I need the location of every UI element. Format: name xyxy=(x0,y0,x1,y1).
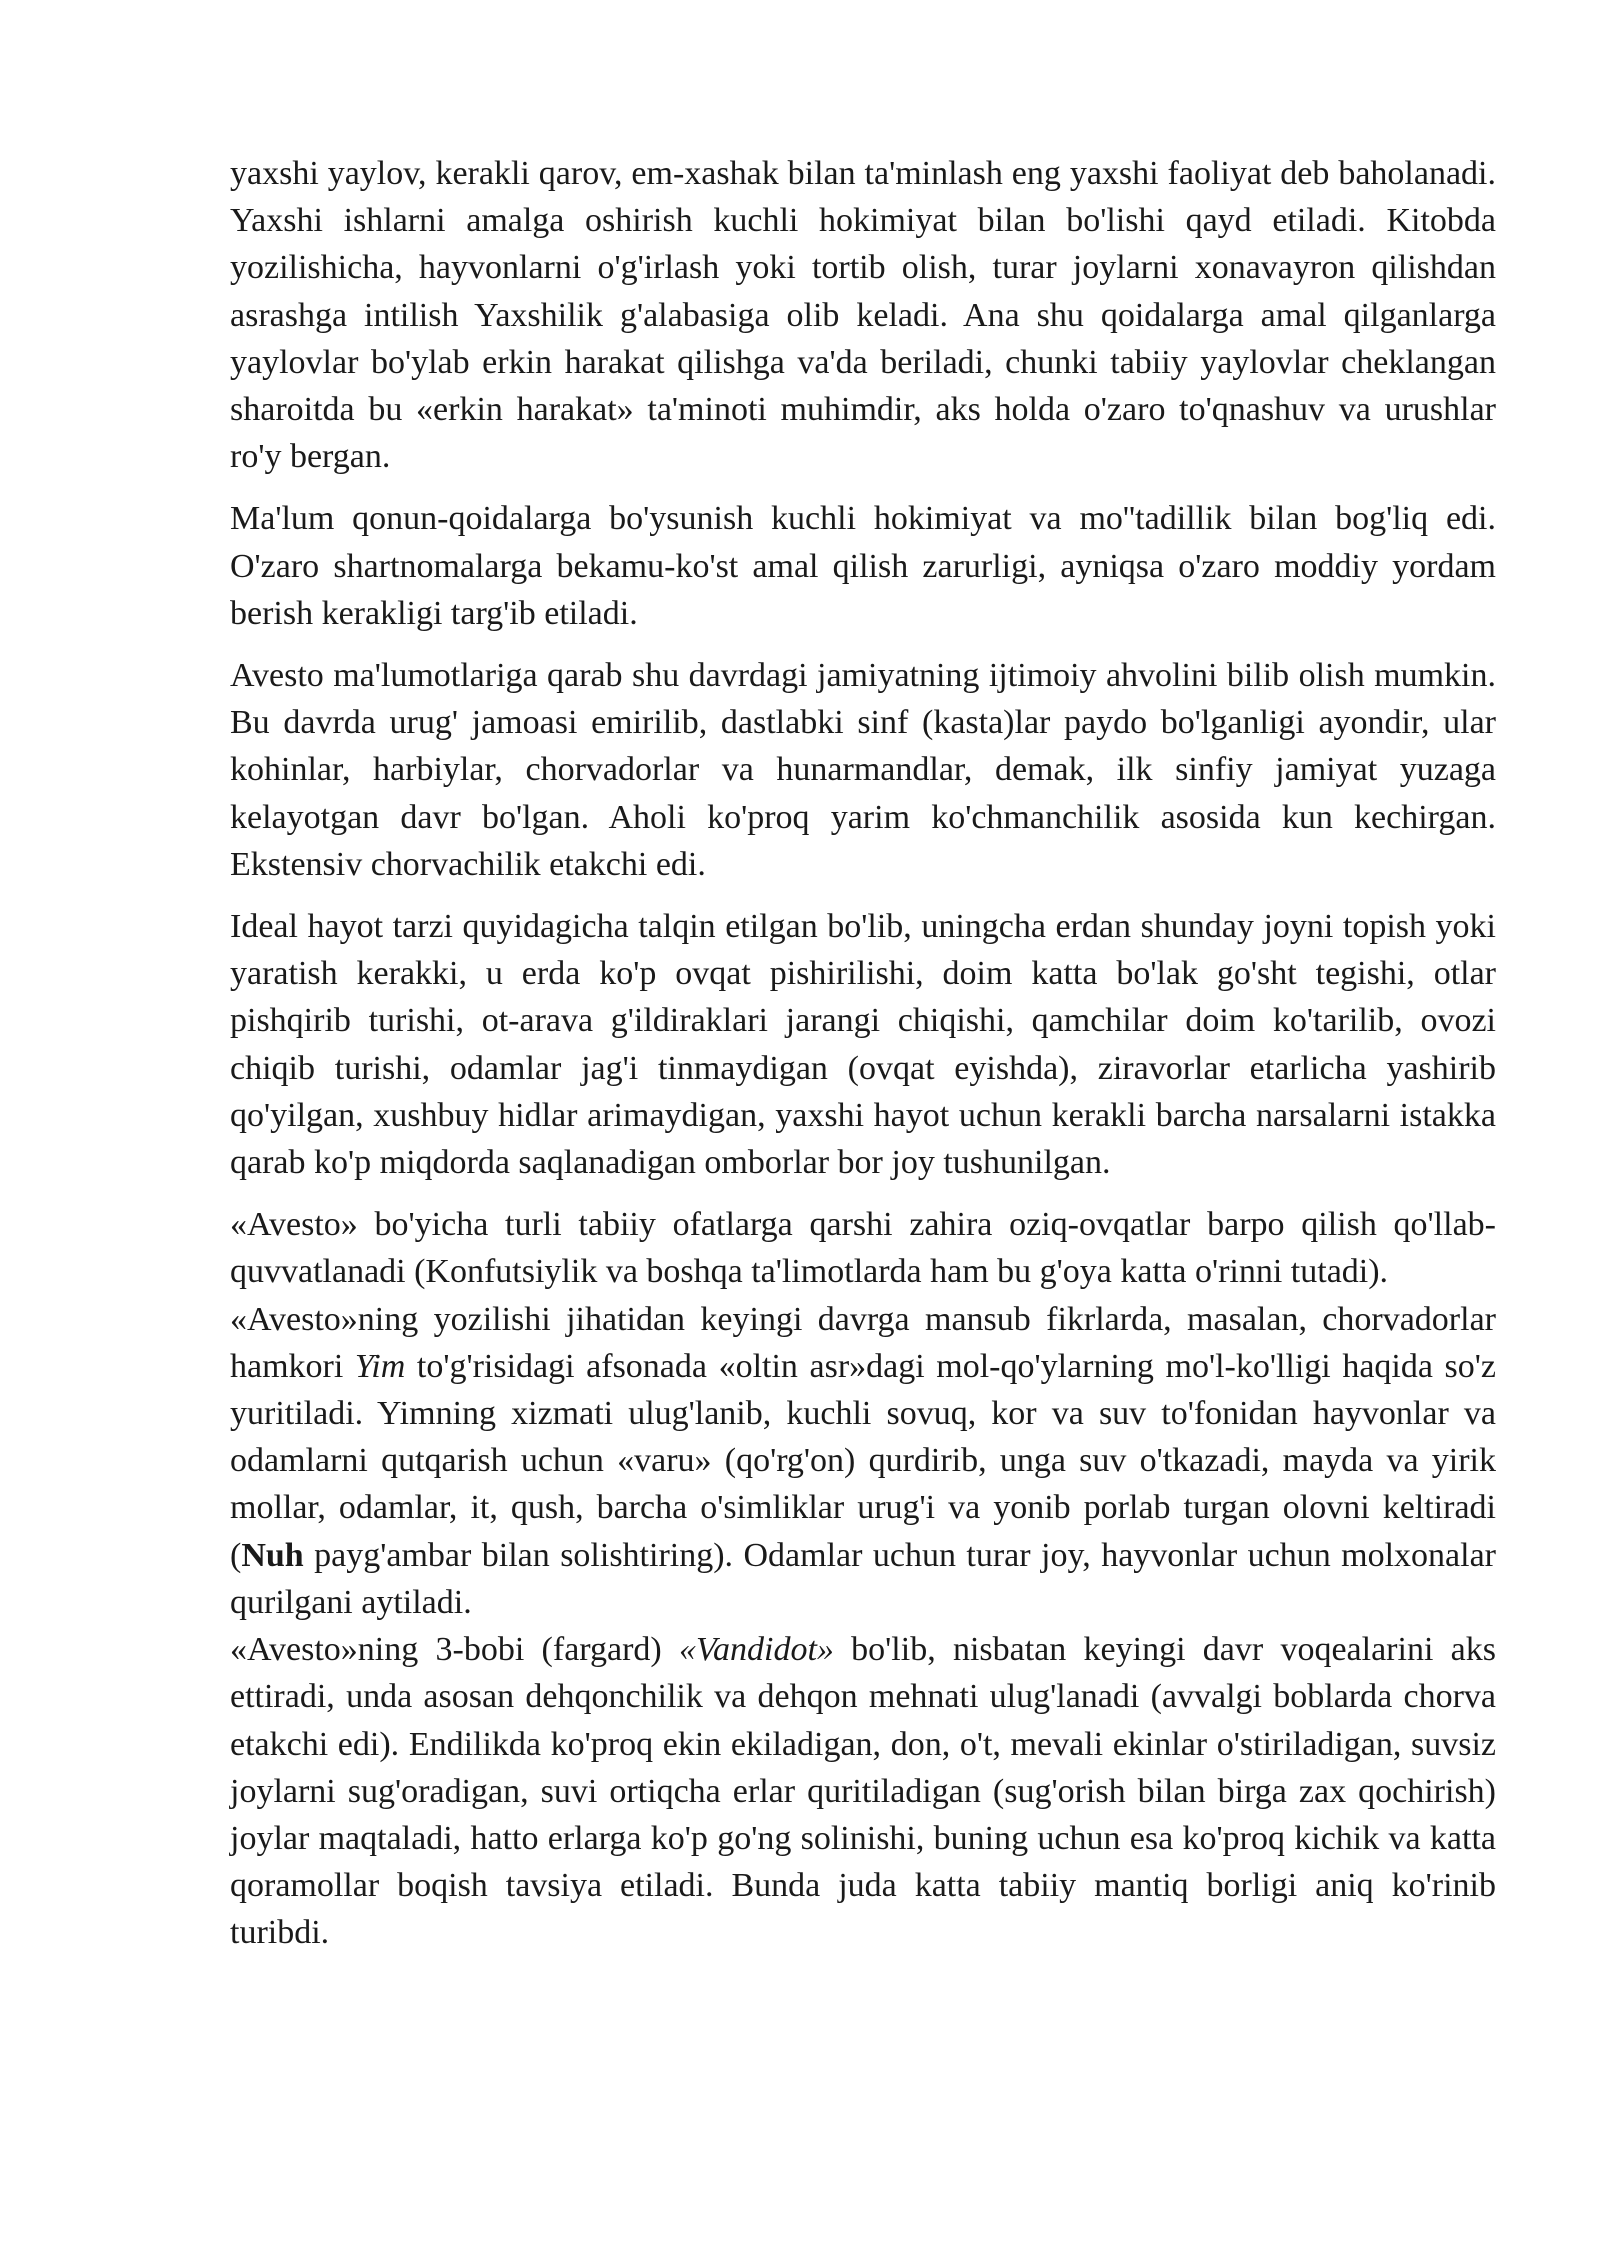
paragraph-6 xyxy=(230,1296,1496,1626)
paragraph-1: yaxshi yaylov, kerakli qarov, em-xashak bilan ta'minlash eng yaxshi faoliyat deb baholanadi. Yaxshi ishlarni amalga oshirish kuchli hokimiyat bilan bo'lishi qayd etiladi. Kitobda yozilishicha, hayvonlarni o'g'irlash yoki tortib olish, turar joylarni xonavayron qilishdan asrashga intilish Yaxshilik g'alabasiga olib keladi. Ana shu qoidalarga amal qilganlarga yaylovlar bo'ylab erkin harakat qilishga va'da beriladi, chunki tabiiy yaylovlar cheklangan sharoitda bu «erkin harakat» ta'minoti muhimdir, aks holda o'zaro to'qnashuv va urushlar ro'y bergan. xyxy=(230,155,1496,476)
paragraph-5: «Avesto» bo'yicha turli tabiiy ofatlarga qarshi zahira oziq-ovqatlar barpo qilish qo'llab-quvvatlanadi (Konfutsiylik va boshqa ta'limotlarda ham bu g'oya katta o'rinni tutadi). xyxy=(230,1206,1496,1291)
paragraph-7-text-a: «Avesto»ning 3-bobi (fargard) xyxy=(230,1631,679,1669)
paragraph-6-text-a: «Avesto»ning yozilishi jihatidan keyingi davrga mansub fikrlarda, masalan, chorvadorlar hamkori xyxy=(230,1300,1496,1385)
document-page xyxy=(230,150,1496,1957)
nuh-name: Nuh xyxy=(241,1536,304,1574)
paragraph-6-text-b: to'g'risidagi afsonada «oltin asr»dagi mol-qo'ylarning mo'l-ko'lligi haqida so'z yuritiladi. Yimning xizmati ulug'lanib, kuchli sovuq, kor va suv to'fonidan hayvonlar va odamlarni qutqarish uchun «varu» (qo'rg'on) qurdirib, unga suv o'tkazadi, mayda va yirik mollar, odamlar, it, qush, barcha o'simliklar urug'i va yonib porlab turgan olovni keltiradi ( xyxy=(230,1347,1496,1574)
paragraph-7-text-b: bo'lib, nisbatan keyingi davr voqealarini aks ettiradi, unda asosan dehqonchilik va dehqon mehnati ulug'lanadi (avvalgi boblarda chorva etakchi edi). Endilikda ko'proq ekin ekiladigan, don, o't, mevali ekinlar o'stiriladigan, suvsiz joylarni sug'oradigan, suvi ortiqcha erlar quritiladigan (sug'orish bilan birga zax qochirish) joylar maqtaladi, hatto erlarga ko'p go'ng solinishi, buning uchun esa ko'proq kichik va katta qoramollar boqish tavsiya etiladi. Bunda juda katta tabiiy mantiq borligi aniq ko'rinib turibdi. xyxy=(230,1631,1496,1952)
paragraph-6-text-c: payg'ambar bilan solishtiring). Odamlar uchun turar joy, hayvonlar uchun molxonalar qurilgani aytiladi. xyxy=(230,1536,1496,1621)
vandidot-title: «Vandidot» xyxy=(679,1631,834,1669)
paragraph-3: Avesto ma'lumotlariga qarab shu davrdagi jamiyatning ijtimoiy ahvolini bilib olish mumkin. Bu davrda urug' jamoasi emirilib, dastlabki sinf (kasta)lar paydo bo'lganligi ayondir, ular kohinlar, harbiylar, chorvadorlar va hunarmandlar, demak, ilk sinfiy jamiyat yuzaga kelayotgan davr bo'lgan. Aholi ko'proq yarim ko'chmanchilik asosida kun kechirgan. Ekstensiv chorvachilik etakchi edi. xyxy=(230,657,1496,883)
paragraph-7 xyxy=(230,1626,1496,1956)
paragraph-2: Ma'lum qonun-qoidalarga bo'ysunish kuchli hokimiyat va mo''tadillik bilan bog'liq edi. O'zaro shartnomalarga bekamu-ko'st amal qilish zarurligi, ayniqsa o'zaro moddiy yordam berish kerakligi targ'ib etiladi. xyxy=(230,500,1496,632)
yim-name: Yim xyxy=(354,1347,406,1385)
paragraph-4: Ideal hayot tarzi quyidagicha talqin etilgan bo'lib, uningcha erdan shunday joyni topish yoki yaratish kerakki, u erda ko'p ovqat pishirilishi, doim katta bo'lak go'sht tegishi, otlar pishqirib turishi, ot-arava g'ildiraklari jarangi chiqishi, qamchilar doim ko'tarilib, ovozi chiqib turishi, odamlar jag'i tinmaydigan (ovqat eyishda), ziravorlar etarlicha yashirib qo'yilgan, xushbuy hidlar arimaydigan, yaxshi hayot uchun kerakli barcha narsalarni istakka qarab ko'p miqdorda saqlanadigan omborlar bor joy tushunilgan. xyxy=(230,908,1496,1182)
